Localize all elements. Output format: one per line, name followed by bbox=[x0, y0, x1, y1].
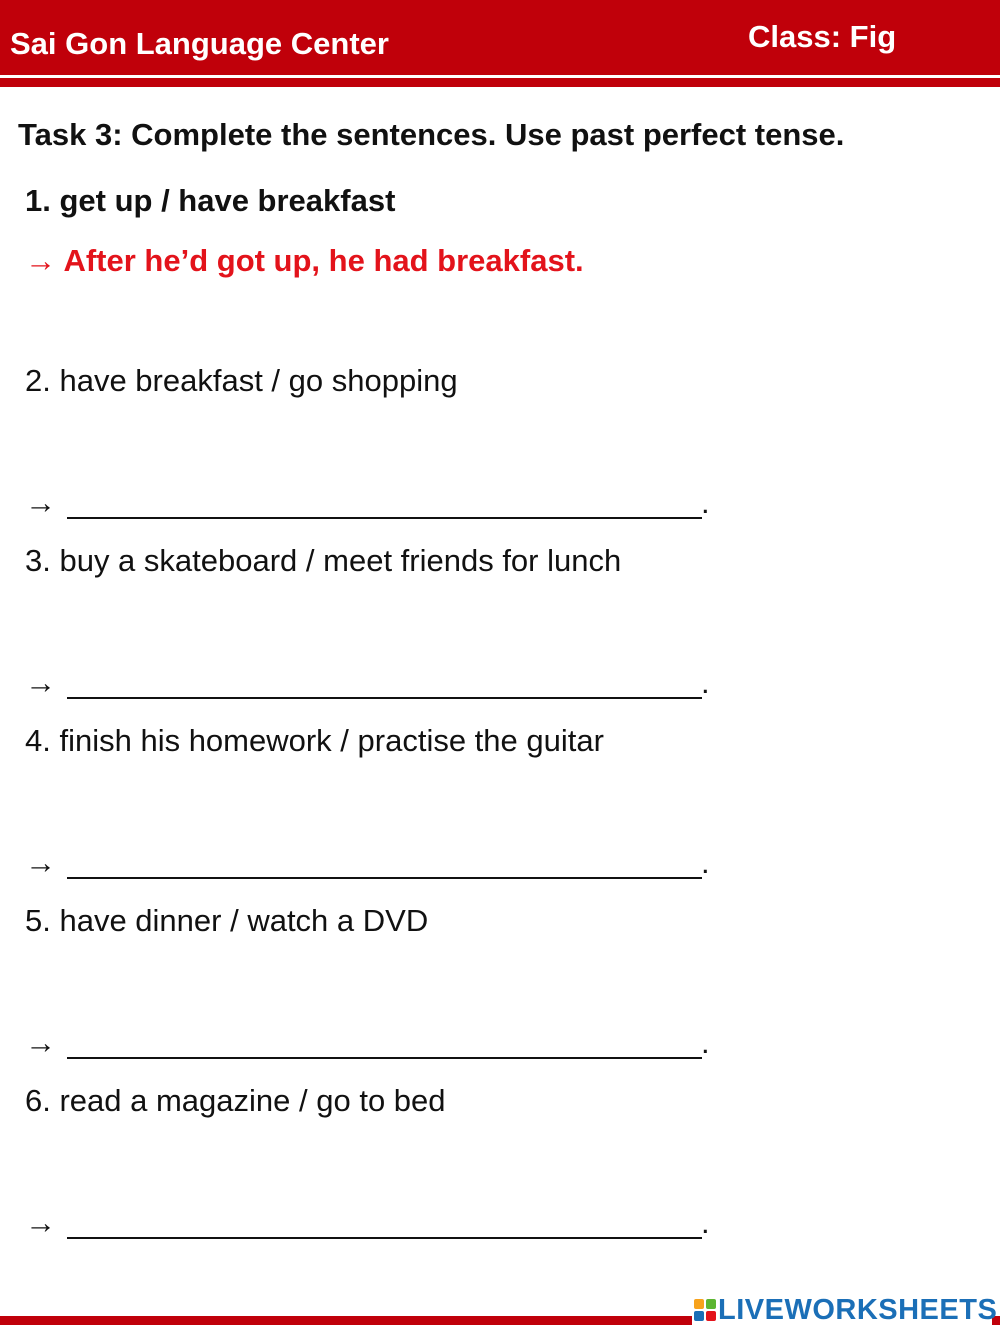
answer-blank-5[interactable] bbox=[67, 1057, 702, 1059]
answer-blank-3[interactable] bbox=[67, 697, 702, 699]
arrow-icon: → bbox=[25, 485, 56, 520]
task-title: Task 3: Complete the sentences. Use past perfect tense. bbox=[18, 117, 845, 152]
center-name: Sai Gon Language Center bbox=[10, 26, 389, 61]
example-answer: → After he’d got up, he had breakfast. bbox=[25, 243, 584, 278]
line-period: . bbox=[701, 1025, 710, 1060]
line-period: . bbox=[701, 665, 710, 700]
line-period: . bbox=[701, 1205, 710, 1240]
exercise-prompt-3: 3. buy a skateboard / meet friends for lunch bbox=[25, 543, 622, 578]
example-prompt: 1. get up / have breakfast bbox=[25, 183, 396, 218]
exercise-prompt-2: 2. have breakfast / go shopping bbox=[25, 363, 458, 398]
exercise-prompt-5: 5. have dinner / watch a DVD bbox=[25, 903, 429, 938]
exercise-prompt-6: 6. read a magazine / go to bed bbox=[25, 1083, 446, 1118]
class-label: Class: Fig bbox=[748, 19, 897, 54]
answer-blank-6[interactable] bbox=[67, 1237, 702, 1239]
line-period: . bbox=[701, 485, 710, 520]
liveworksheets-logo-icon bbox=[694, 1299, 716, 1321]
exercise-prompt-4: 4. finish his homework / practise the guitar bbox=[25, 723, 604, 758]
answer-blank-4[interactable] bbox=[67, 877, 702, 879]
arrow-icon: → bbox=[25, 665, 56, 700]
header-bar bbox=[0, 0, 1000, 75]
line-period: . bbox=[701, 845, 710, 880]
arrow-icon: → bbox=[25, 1025, 56, 1060]
liveworksheets-logo bbox=[692, 1293, 998, 1327]
brand-name: LIVEWORKSHEETS bbox=[718, 1294, 998, 1326]
arrow-icon: → bbox=[25, 1205, 56, 1240]
header-divider bbox=[0, 78, 1000, 87]
arrow-icon: → bbox=[25, 845, 56, 880]
answer-blank-2[interactable] bbox=[67, 517, 702, 519]
